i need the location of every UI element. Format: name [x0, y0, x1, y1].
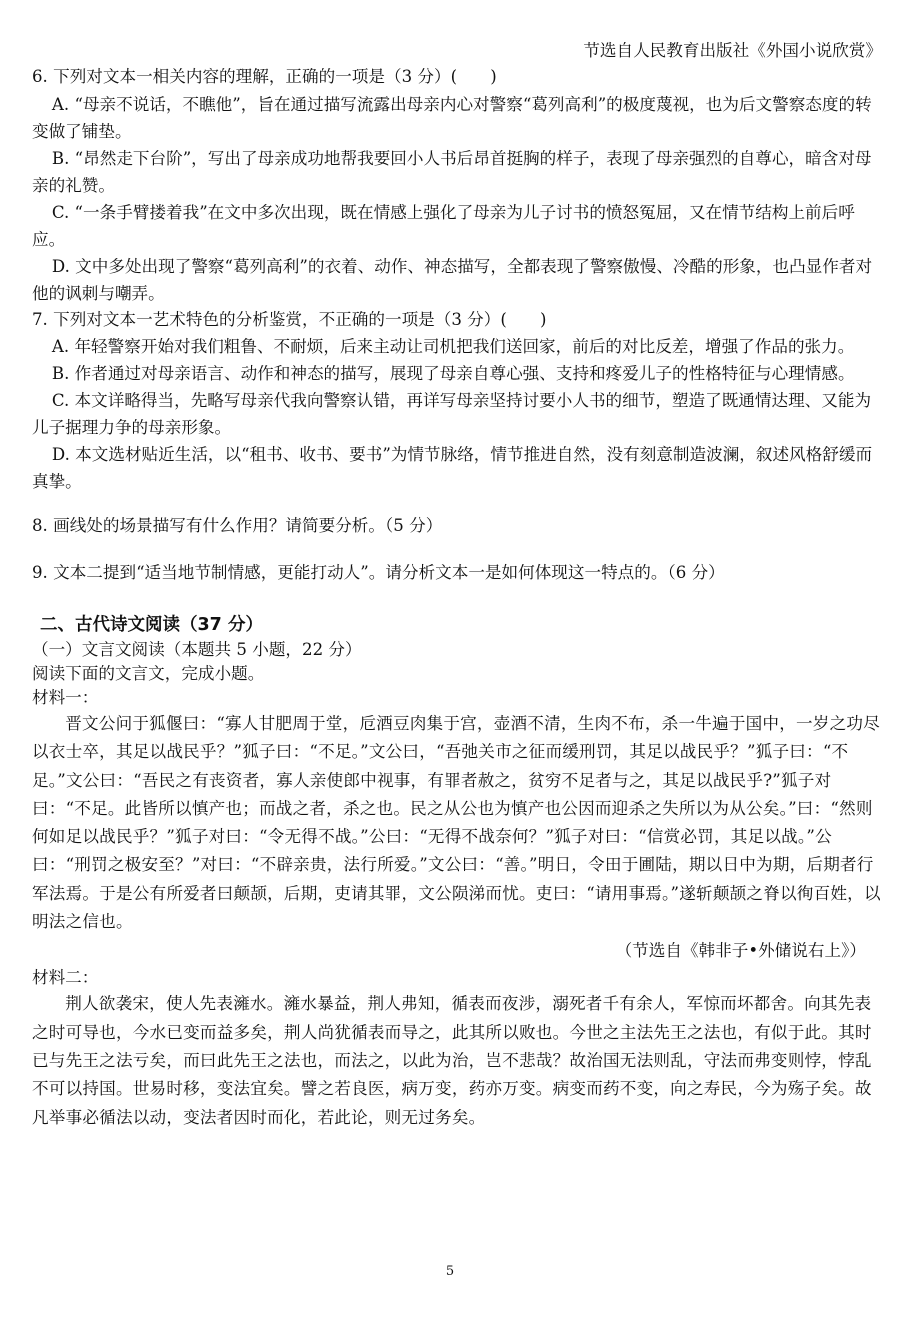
- question-8: 8. 画线处的场景描写有什么作用？请简要分析。（5 分）: [32, 516, 443, 535]
- header-source: 节选自人民教育出版社《外国小说欣赏》: [583, 41, 882, 60]
- question-9: 9. 文本二提到“适当地节制情感，更能打动人”。请分析文本一是如何体现这一特点的。（6 分）: [32, 562, 725, 582]
- question-7: [32, 307, 884, 496]
- subsection-title: （一）文言文阅读（本题共 5 小题，22 分）: [32, 640, 362, 659]
- page-number: 5: [445, 1264, 455, 1279]
- reading-instruction: 阅读下面的文言文，完成小题。: [32, 664, 265, 683]
- question-7-option-b: B. 作者通过对母亲语言、动作和神态的描写，展现了母亲自尊心强、支持和疼爱儿子的性格特征与心理情感。: [51, 364, 855, 383]
- question-7-option-c: C. 本文详略得当，先略写母亲代我向警察认错，再详写母亲坚持讨要小人书的细节，塑造了既通情达理、又能为儿子据理力争的母亲形象。: [32, 391, 872, 437]
- material-1-text: 晋文公问于狐偃曰：“寡人甘肥周于堂，卮酒豆肉集于宫，壶酒不清，生肉不布，杀一牛遍于国中，一岁之功尽以衣士卒，其足以战民乎？”狐子曰：“不足。”文公曰，“吾弛关市之征而缓刑罚，其足以战民乎？”狐子曰：“不足。”文公曰：“吾民之有丧资者，寡人亲使郎中视事，有罪者赦之，贫穷不足者与之，其足以战民乎?”狐子对曰：“不足。此皆所以慎产也；而战之者，杀之也。民之从公也为慎产也公因而迎杀之失所以为从公矣。”曰：“然则何如足以战民乎？”狐子对曰：“令无得不战。”公曰：“无得不战奈何？”狐子对曰：“信赏必罚，其足以战。”公曰：“刑罚之极安至？”对曰：“不辟亲贵，法行所爱。”文公曰：“善。”明日，令田于圃陆，期以日中为期，后期者行军法焉。于是公有所爱者曰颠颉，后期，吏请其罪，文公陨涕而忧。吏曰：“请用事焉。”遂斩颠颉之脊以徇百姓，以明法之信也。: [32, 714, 881, 932]
- question-6-option-a: A. “母亲不说话，不瞧他”，旨在通过描写流露出母亲内心对警察“葛列高利”的极度蔑视，也为后文警察态度的转变做了铺垫。: [32, 94, 872, 141]
- question-6: [32, 64, 884, 307]
- question-6-option-d: D. 文中多处出现了警察“葛列高利”的衣着、动作、神态描写，全都表现了警察傲慢、冷酷的形象，也凸显作者对他的讽刺与嘲弄。: [32, 256, 873, 303]
- material-2-text: 荆人欲袭宋，使人先表澭水。澭水暴益，荆人弗知，循表而夜涉，溺死者千有余人，军惊而坏都舍。向其先表之时可导也，今水已变而益多矣，荆人尚犹循表而导之，此其所以败也。今世之主法先王之法也，有似于此。其时已与先王之法亏矣，而曰此先王之法也，而法之，以此为治，岂不悲哉？故治国无法则乱，守法而弗变则悖，悖乱不可以持国。世易时移，变法宜矣。譬之若良医，病万变，药亦万变。病变而药不变，向之寿民，今为殇子矣。故凡举事必循法以动，变法者因时而化，若此论，则无过务矣。: [32, 994, 872, 1127]
- material-1-citation: （节选自《韩非子•外储说右上》）: [615, 941, 866, 961]
- section-title: 二、古代诗文阅读（37 分）: [40, 615, 263, 635]
- question-7-option-d: D. 本文选材贴近生活，以“租书、收书、要书”为情节脉络，情节推进自然，没有刻意制造波澜，叙述风格舒缓而真挚。: [32, 445, 873, 491]
- question-7-option-a: A. 年轻警察开始对我们粗鲁、不耐烦，后来主动让司机把我们送回家，前后的对比反差，增强了作品的张力。: [51, 337, 855, 356]
- material-1-label: 材料一：: [32, 688, 99, 707]
- question-6-option-b: B. “昂然走下台阶”，写出了母亲成功地帮我要回小人书后昂首挺胸的样子，表现了母亲强烈的自尊心，暗含对母亲的礼赞。: [32, 148, 872, 195]
- question-6-option-c: C. “一条手臂搂着我”在文中多次出现，既在情感上强化了母亲为儿子讨书的愤怒冤屈，又在情节结构上前后呼应。: [32, 202, 855, 249]
- material-2-label: 材料二：: [32, 968, 99, 988]
- question-7-stem: 7. 下列对文本一艺术特色的分析鉴赏，不正确的一项是（3 分）( ): [32, 309, 547, 329]
- question-6-stem: 6. 下列对文本一相关内容的理解，正确的一项是（3 分）( ): [32, 67, 497, 86]
- document-page: [32, 0, 884, 1132]
